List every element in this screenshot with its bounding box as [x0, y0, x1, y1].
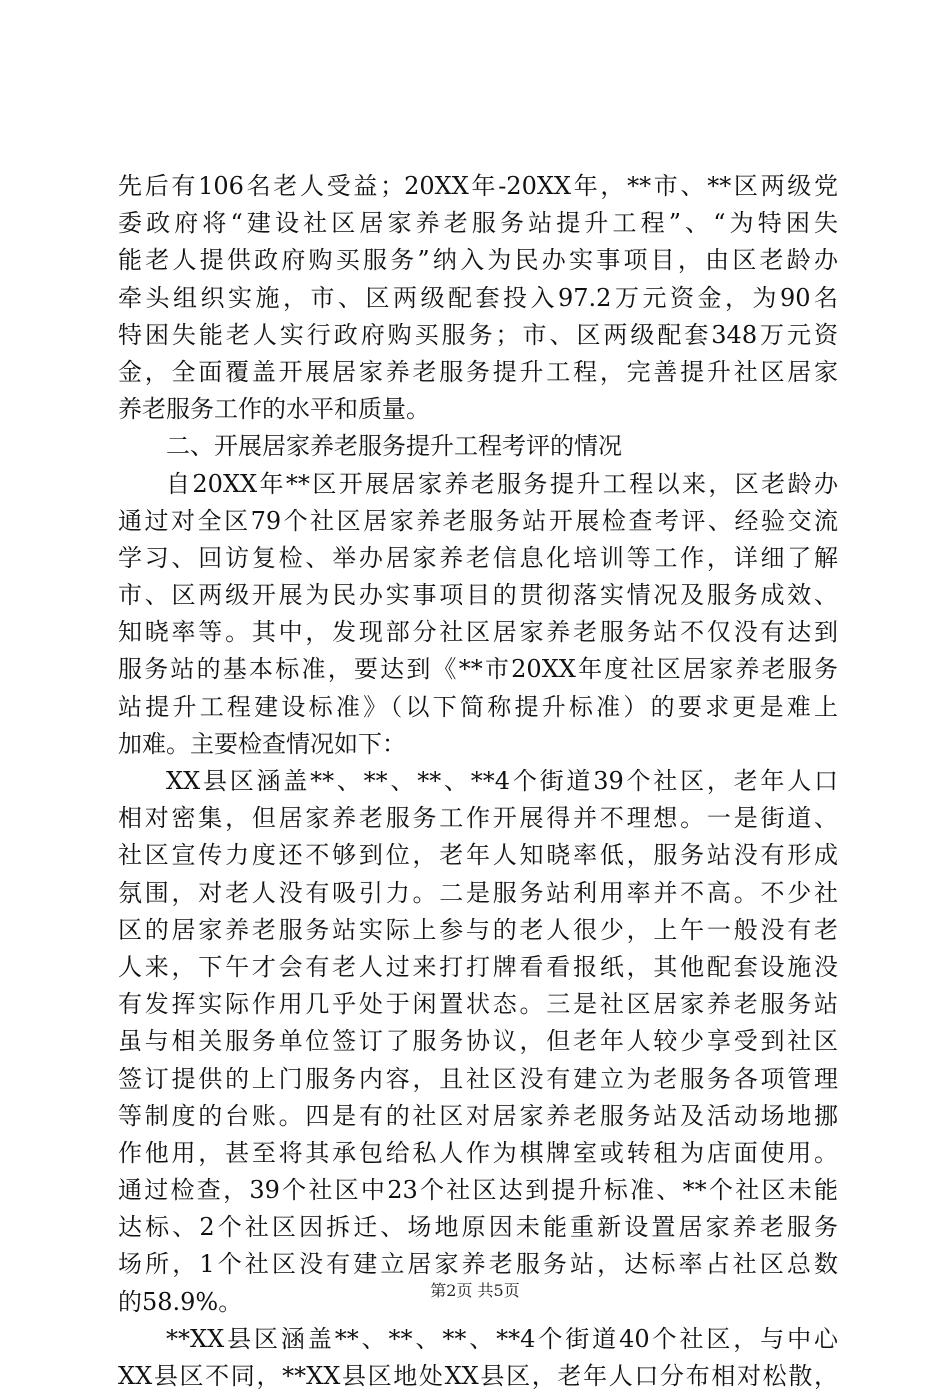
text-line: 能老人提供政府购买服务”纳入为民办实事项目，由区老龄办 — [118, 246, 838, 275]
text-line: 社区宣传力度还不够到位，老年人知晓率低，服务站没有形成 — [118, 841, 838, 870]
text-line: 养老服务工作的水平和质量。 — [118, 395, 430, 424]
text-line: 委政府将“建设社区居家养老服务站提升工程”、“为特困失 — [118, 209, 838, 238]
text-line: 虽与相关服务单位签订了服务协议，但老年人较少享受到社区 — [118, 1027, 838, 1056]
text-line: 场所，1个社区没有建立居家养老服务站，达标率占社区总数 — [118, 1250, 838, 1279]
text-line: 知晓率等。其中，发现部分社区居家养老服务站不仅没有达到 — [118, 618, 838, 647]
text-line: 的58.9%。 — [118, 1287, 243, 1316]
text-line: 通过对全区79个社区居家养老服务站开展检查考评、经验交流 — [118, 506, 838, 535]
page-footer: 第2页 共5页 — [430, 1281, 520, 1300]
text-line: 市、区两级开展为民办实事项目的贯彻落实情况及服务成效、 — [118, 581, 838, 610]
text-line: 金，全面覆盖开展居家养老服务提升工程，完善提升社区居家 — [118, 357, 838, 386]
text-line: 人来，下午才会有老人过来打打牌看看报纸，其他配套设施没 — [118, 952, 838, 981]
text-line: 服务站的基本标准，要达到《**市20XX年度社区居家养老服务 — [118, 655, 838, 684]
document-body — [118, 168, 838, 1395]
text-line: 区的居家养老服务站实际上参与的老人很少，上午一般没有老 — [118, 915, 838, 944]
text-line: XX县区不同，**XX县区地处XX县区，老年人口分布相对松散， — [118, 1362, 838, 1390]
text-line: 作他用，甚至将其承包给私人作为棋牌室或转租为店面使用。 — [118, 1138, 838, 1167]
text-line: 加难。主要检查情况如下： — [118, 729, 406, 758]
text-line: 先后有106名老人受益；20XX年-20XX年，**市、**区两级党 — [118, 172, 838, 200]
text-line: 氛围，对老人没有吸引力。二是服务站利用率并不高。不少社 — [118, 878, 838, 907]
text-line: 自20XX年**区开展居家养老服务提升工程以来，区老龄办 — [166, 469, 838, 498]
text-line: 站提升工程建设标准》（以下简称提升标准）的要求更是难上 — [118, 692, 838, 721]
text-line: 达标、2个社区因拆迁、场地原因未能重新设置居家养老服务 — [118, 1213, 838, 1242]
text-line: XX县区涵盖**、**、**、**4个街道39个社区，老年人口 — [166, 767, 838, 795]
text-line: 有发挥实际作用几乎处于闲置状态。三是社区居家养老服务站 — [118, 990, 838, 1019]
text-line: 相对密集，但居家养老服务工作开展得并不理想。一是街道、 — [118, 804, 838, 833]
text-line: 二、开展居家养老服务提升工程考评的情况 — [166, 432, 622, 461]
text-line: 等制度的台账。四是有的社区对居家养老服务站及活动场地挪 — [118, 1101, 838, 1130]
text-line: 签订提供的上门服务内容，且社区没有建立为老服务各项管理 — [118, 1064, 838, 1093]
text-line: 通过检查，39个社区中23个社区达到提升标准、**个社区未能 — [118, 1176, 838, 1205]
text-line: **XX县区涵盖**、**、**、**4个街道40个社区，与中心 — [166, 1324, 838, 1353]
text-line: 牵头组织实施，市、区两级配套投入97.2万元资金，为90名 — [118, 283, 838, 312]
text-line: 学习、回访复检、举办居家养老信息化培训等工作，详细了解 — [118, 543, 838, 572]
text-line: 特困失能老人实行政府购买服务；市、区两级配套348万元资 — [118, 320, 838, 349]
